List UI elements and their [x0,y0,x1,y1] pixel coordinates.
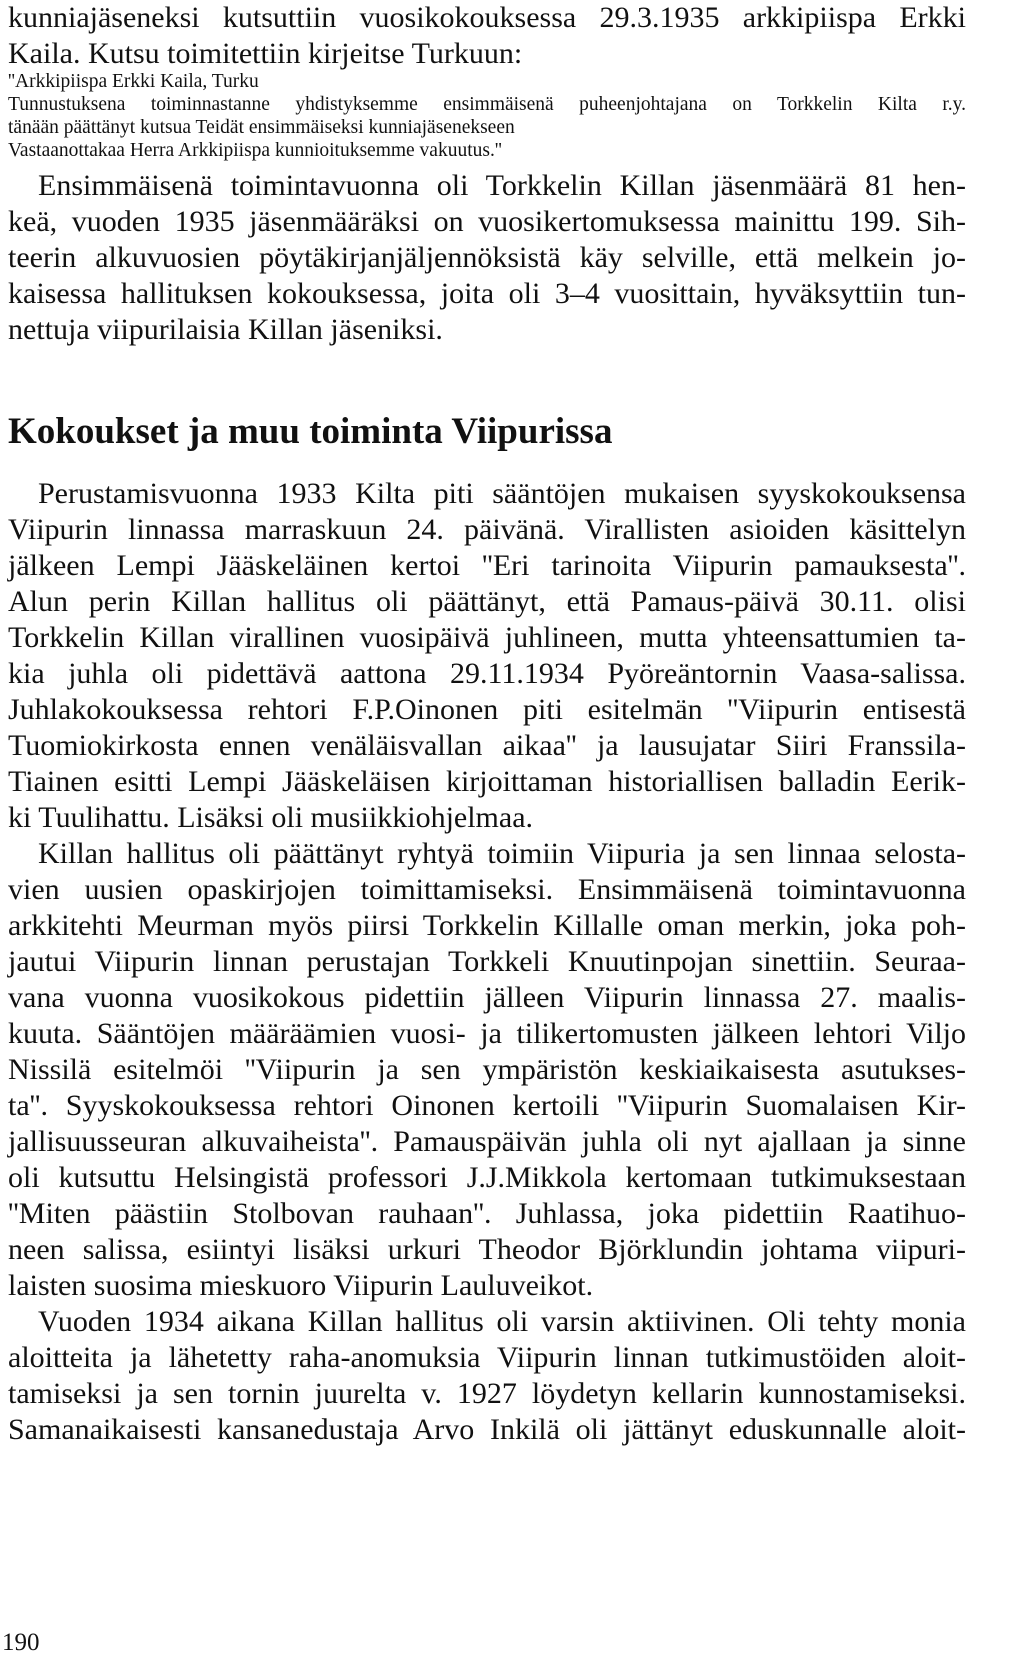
text-line: ki Tuulihattu. Lisäksi oli musiikkiohjelmaa. [8,801,534,834]
text-line: Torkkelin Killan virallinen vuosipäivä juhlineen, mutta yhteensattumien ta- [8,621,966,654]
text-line: vana vuonna vuosikokous pidettiin jälleen Viipurin linnassa 27. maalis- [8,981,966,1014]
text-line: aloitteita ja lähetetty raha-anomuksia Viipurin linnan tutkimustöiden aloit- [8,1341,966,1374]
text-line: kia juhla oli pidettävä aattona 29.11.1934 Pyöreäntornin Vaasa-salissa. [8,657,966,690]
quoted-letter [8,68,966,162]
text-line: Tuomiokirkosta ennen venäläisvallan aikaa'' ja lausujatar Siiri Franssila- [8,729,966,762]
text-line: ta''. Syyskokouksessa rehtori Oinonen kertoili ''Viipurin Suomalaisen Kir- [8,1089,966,1122]
text-line: arkkitehti Meurman myös piirsi Torkkelin Killalle oman merkin, joka poh- [8,909,966,942]
text-line: jälkeen Lempi Jääskeläinen kertoi ''Eri tarinoita Viipurin pamauksesta''. [8,549,966,582]
text-line: jautui Viipurin linnan perustajan Torkkeli Knuutinpojan sinettiin. Seuraa- [8,945,966,978]
section-heading: Kokoukset ja muu toiminta Viipurissa [8,411,613,452]
text-line: Vuoden 1934 aikana Killan hallitus oli varsin aktiivinen. Oli tehty monia [38,1305,966,1338]
text-line: oli kutsuttu Helsingistä professori J.J.Mikkola kertomaan tutkimuksestaan [8,1161,966,1194]
text-line: keä, vuoden 1935 jäsenmääräksi on vuosikertomuksessa mainittu 199. Sih- [8,205,966,238]
page-number: 190 [2,1629,40,1656]
text-line: vien uusien opaskirjojen toimittamiseksi. Ensimmäisenä toimintavuonna [8,873,966,906]
text-line: nettuja viipurilaisia Killan jäseniksi. [8,313,443,346]
text-line: Samanaikaisesti kansanedustaja Arvo Inkilä oli jättänyt eduskunnalle aloit- [8,1413,966,1446]
text-line: Tiainen esitti Lempi Jääskeläisen kirjoittaman historiallisen balladin Eerik- [8,765,966,798]
text-line: teerin alkuvuosien pöytäkirjanjäljennöksistä käy selville, että melkein jo- [8,241,966,274]
text-line: tamiseksi ja sen tornin juurelta v. 1927 löydetyn kellarin kunnostamiseksi. [8,1377,966,1410]
intro-paragraph [8,0,966,72]
letter-line: Tunnustuksena toiminnastanne yhdistyksemme ensimmäisenä puheenjohtajana on Torkkelin Kilta r.y. [8,94,966,115]
letter-line: ''Arkkipiispa Erkki Kaila, Turku [8,71,259,92]
text-line: kunniajäseneksi kutsuttiin vuosikokouksessa 29.3.1935 arkkipiispa Erkki [8,1,966,34]
text-line: kaisessa hallituksen kokouksessa, joita oli 3–4 vuosittain, hyväksyttiin tun- [8,277,966,310]
letter-line: tänään päättänyt kutsua Teidät ensimmäiseksi kunniajäsenekseen [8,117,515,138]
text-line: Viipurin linnassa marraskuun 24. päivänä. Virallisten asioiden käsittelyn [8,513,966,546]
text-line: ''Miten päästiin Stolbovan rauhaan''. Juhlassa, joka pidettiin Raatihuo- [8,1197,966,1230]
text-line: neen salissa, esiintyi lisäksi urkuri Theodor Björklundin johtama viipuri- [8,1233,966,1266]
letter-line: Vastaanottakaa Herra Arkkipiispa kunnioituksemme vakuutus.'' [8,140,502,161]
text-line: Perustamisvuonna 1933 Kilta piti sääntöjen mukaisen syyskokouksensa [38,477,966,510]
text-line: Juhlakokouksessa rehtori F.P.Oinonen piti esitelmän ''Viipurin entisestä [8,693,966,726]
text-line: kuuta. Sääntöjen määräämien vuosi- ja tilikertomusten jälkeen lehtori Viljo [8,1017,966,1050]
text-line: Ensimmäisenä toimintavuonna oli Torkkelin Killan jäsenmäärä 81 hen- [38,169,966,202]
text-line: jallisuusseuran alkuvaiheista''. Pamauspäivän juhla oli nyt ajallaan ja sinne [8,1125,966,1158]
body-text [8,476,966,1448]
text-line: Killan hallitus oli päättänyt ryhtyä toimiin Viipuria ja sen linnaa selosta- [38,837,966,870]
text-line: Kaila. Kutsu toimitettiin kirjeitse Turkuun: [8,37,523,70]
text-line: laisten suosima mieskuoro Viipurin Lauluveikot. [8,1269,594,1302]
text-line: Nissilä esitelmöi ''Viipurin ja sen ympäristön keskiaikaisesta asutukses- [8,1053,966,1086]
text-line: Alun perin Killan hallitus oli päättänyt, että Pamaus-päivä 30.11. olisi [8,585,966,618]
paragraph-membership [8,168,966,348]
